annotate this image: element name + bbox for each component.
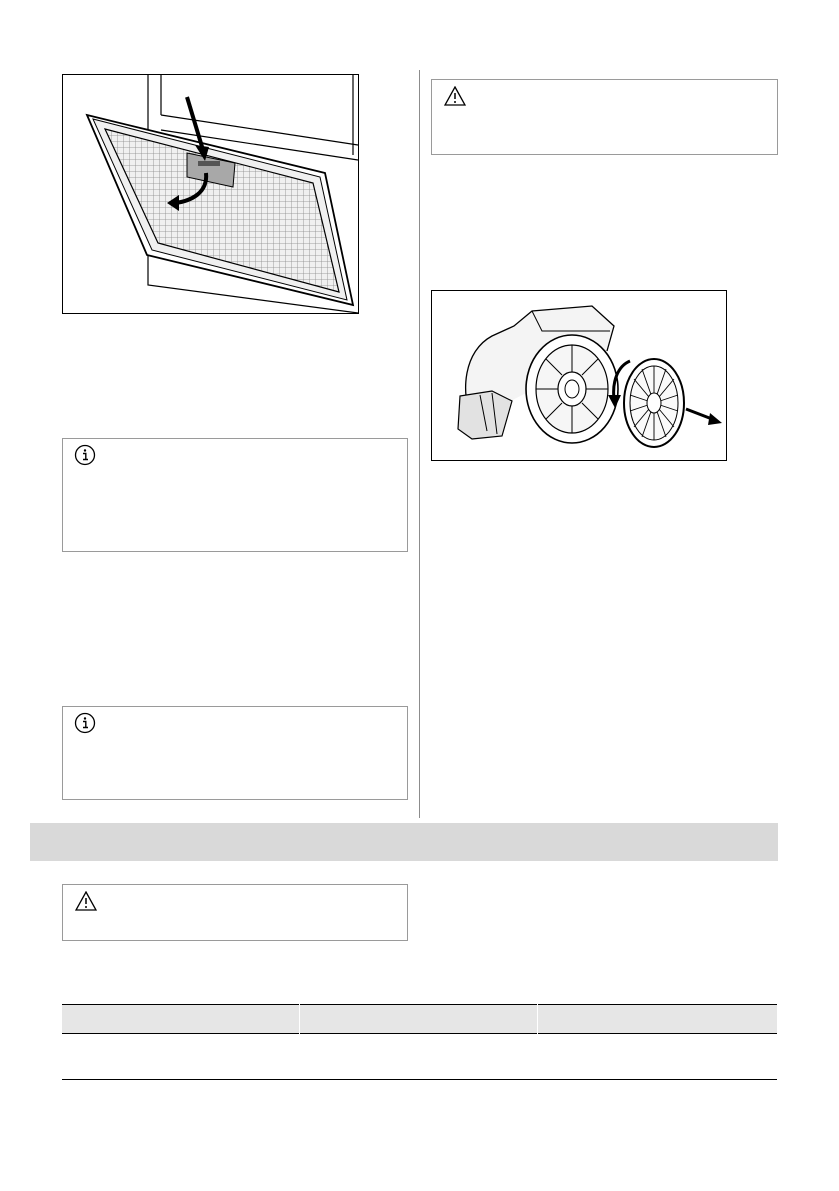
column-divider bbox=[419, 70, 420, 818]
warning-icon bbox=[75, 891, 97, 911]
carbon-filter-figure bbox=[431, 290, 727, 461]
section-header-bar bbox=[30, 823, 778, 861]
carbon-filter-removal-illustration bbox=[432, 291, 726, 460]
table-bottom-rule bbox=[62, 1079, 777, 1080]
table-row bbox=[62, 1035, 777, 1079]
info-note-2 bbox=[62, 706, 408, 800]
table-header-row bbox=[62, 1004, 777, 1034]
info-icon bbox=[74, 712, 96, 734]
warning-note-bottom bbox=[62, 884, 408, 941]
warning-note-top bbox=[431, 79, 778, 155]
info-note-1 bbox=[62, 438, 408, 552]
info-icon bbox=[74, 444, 96, 466]
grease-filter-figure bbox=[62, 74, 359, 314]
warning-icon bbox=[444, 86, 466, 106]
grease-filter-removal-illustration bbox=[63, 75, 358, 313]
